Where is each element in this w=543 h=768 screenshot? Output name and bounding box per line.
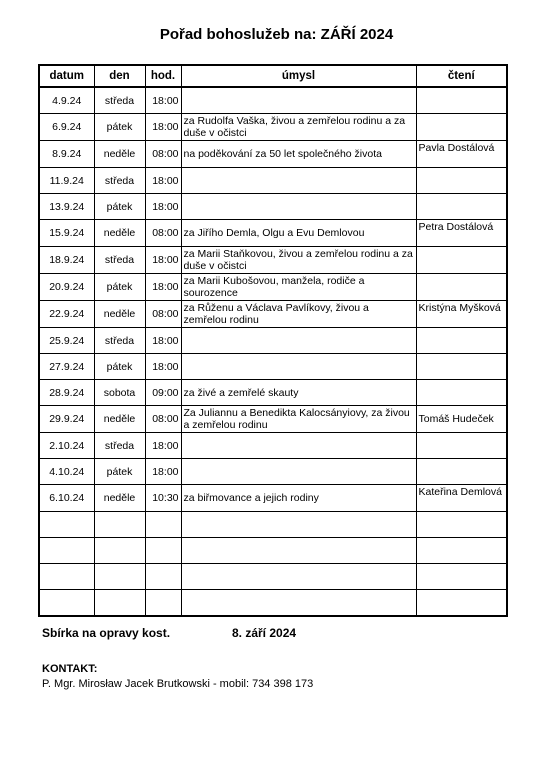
page-title: Pořad bohoslužeb na: ZÁŘÍ 2024 <box>159 26 394 43</box>
table-row <box>39 168 507 194</box>
cell-datum: 15.9.24 <box>39 220 94 247</box>
table-row <box>39 220 507 247</box>
table-row <box>39 512 507 538</box>
schedule-body <box>39 87 507 616</box>
table-row <box>39 247 507 274</box>
table-row <box>39 459 507 485</box>
cell-cteni <box>416 354 507 380</box>
cell-hod: 08:00 <box>145 301 181 328</box>
cell-datum: 6.10.24 <box>39 485 94 512</box>
cell-datum <box>39 512 94 538</box>
cell-hod: 18:00 <box>145 328 181 354</box>
table-row <box>39 590 507 617</box>
cell-umysl: Za Juliannu a Benedikta Kalocsányiovy, za živou a zemřelou rodinu <box>181 406 416 433</box>
cell-datum: 27.9.24 <box>39 354 94 380</box>
cell-datum: 11.9.24 <box>39 168 94 194</box>
cell-umysl <box>181 168 416 194</box>
cell-datum: 25.9.24 <box>39 328 94 354</box>
cell-umysl: za Jiřího Demla, Olgu a Evu Demlovou <box>181 220 416 247</box>
cell-den: pátek <box>94 459 145 485</box>
cell-cteni <box>416 274 507 301</box>
cell-datum: 13.9.24 <box>39 194 94 220</box>
cell-den <box>94 512 145 538</box>
cell-datum: 6.9.24 <box>39 114 94 141</box>
cell-cteni <box>416 459 507 485</box>
cell-hod: 18:00 <box>145 168 181 194</box>
cell-den: neděle <box>94 485 145 512</box>
cell-den: pátek <box>94 114 145 141</box>
cell-datum: 18.9.24 <box>39 247 94 274</box>
cell-hod: 18:00 <box>145 354 181 380</box>
cell-hod: 18:00 <box>145 114 181 141</box>
cell-hod: 18:00 <box>145 433 181 459</box>
cell-cteni <box>416 328 507 354</box>
schedule-table <box>38 64 508 617</box>
cell-cteni <box>416 168 507 194</box>
table-row <box>39 141 507 168</box>
cell-datum: 28.9.24 <box>39 380 94 406</box>
cell-den: pátek <box>94 194 145 220</box>
cell-den: pátek <box>94 354 145 380</box>
cell-cteni: Petra Dostálová <box>416 220 507 247</box>
cell-umysl <box>181 459 416 485</box>
cell-hod: 08:00 <box>145 406 181 433</box>
table-row <box>39 87 507 114</box>
cell-den: středa <box>94 168 145 194</box>
cell-den: středa <box>94 328 145 354</box>
cell-cteni <box>416 564 507 590</box>
contact-line: P. Mgr. Mirosław Jacek Brutkowski - mobil: 734 398 173 <box>42 678 314 690</box>
cell-hod: 18:00 <box>145 459 181 485</box>
cell-hod: 10:30 <box>145 485 181 512</box>
table-row <box>39 406 507 433</box>
cell-datum: 20.9.24 <box>39 274 94 301</box>
header-umysl: úmysl <box>181 65 416 87</box>
header-den: den <box>94 65 145 87</box>
contact-heading: KONTAKT: <box>42 663 98 675</box>
cell-hod <box>145 538 181 564</box>
cell-datum: 2.10.24 <box>39 433 94 459</box>
cell-umysl: za živé a zemřelé skauty <box>181 380 416 406</box>
cell-cteni <box>416 538 507 564</box>
cell-hod <box>145 590 181 617</box>
cell-datum: 4.10.24 <box>39 459 94 485</box>
cell-umysl: za Růženu a Václava Pavlíkovy, živou a zemřelou rodinu <box>181 301 416 328</box>
table-row <box>39 538 507 564</box>
table-row <box>39 194 507 220</box>
cell-den <box>94 590 145 617</box>
cell-datum: 8.9.24 <box>39 141 94 168</box>
cell-den <box>94 538 145 564</box>
cell-datum: 4.9.24 <box>39 87 94 114</box>
cell-den: neděle <box>94 406 145 433</box>
cell-hod: 18:00 <box>145 274 181 301</box>
cell-umysl: za Marii Kubošovou, manžela, rodiče a sourozence <box>181 274 416 301</box>
cell-datum <box>39 564 94 590</box>
cell-umysl: za biřmovance a jejich rodiny <box>181 485 416 512</box>
cell-den <box>94 564 145 590</box>
cell-cteni: Kateřina Demlová <box>416 485 507 512</box>
cell-cteni <box>416 512 507 538</box>
collection-label: Sbírka na opravy kost. <box>42 626 171 640</box>
cell-den: sobota <box>94 380 145 406</box>
cell-cteni <box>416 87 507 114</box>
collection-date: 8. září 2024 <box>232 626 297 640</box>
table-header-row <box>39 65 507 87</box>
cell-datum <box>39 590 94 617</box>
header-hod: hod. <box>145 65 181 87</box>
cell-hod: 18:00 <box>145 247 181 274</box>
cell-hod: 09:00 <box>145 380 181 406</box>
cell-hod: 18:00 <box>145 87 181 114</box>
cell-datum: 22.9.24 <box>39 301 94 328</box>
cell-cteni: Kristýna Myšková <box>416 301 507 328</box>
header-cteni: čtení <box>416 65 507 87</box>
table-row <box>39 433 507 459</box>
cell-hod: 08:00 <box>145 141 181 168</box>
cell-umysl: na poděkování za 50 let společného života <box>181 141 416 168</box>
cell-datum: 29.9.24 <box>39 406 94 433</box>
cell-den: pátek <box>94 274 145 301</box>
cell-den: neděle <box>94 141 145 168</box>
cell-umysl <box>181 328 416 354</box>
cell-den: středa <box>94 247 145 274</box>
cell-umysl <box>181 512 416 538</box>
cell-den: neděle <box>94 220 145 247</box>
table-row <box>39 354 507 380</box>
table-row <box>39 301 507 328</box>
header-datum: datum <box>39 65 94 87</box>
cell-cteni <box>416 433 507 459</box>
table-row <box>39 380 507 406</box>
table-row <box>39 328 507 354</box>
cell-umysl: za Marii Staňkovou, živou a zemřelou rodinu a za duše v očistci <box>181 247 416 274</box>
cell-umysl <box>181 590 416 617</box>
cell-umysl: za Rudolfa Vaška, živou a zemřelou rodinu a za duše v očistci <box>181 114 416 141</box>
cell-hod: 08:00 <box>145 220 181 247</box>
cell-umysl <box>181 538 416 564</box>
cell-umysl <box>181 354 416 380</box>
table-row <box>39 564 507 590</box>
cell-den: středa <box>94 433 145 459</box>
cell-den: neděle <box>94 301 145 328</box>
table-row <box>39 274 507 301</box>
cell-hod <box>145 564 181 590</box>
table-row <box>39 114 507 141</box>
cell-cteni <box>416 380 507 406</box>
cell-umysl <box>181 564 416 590</box>
cell-datum <box>39 538 94 564</box>
cell-umysl <box>181 194 416 220</box>
cell-umysl <box>181 87 416 114</box>
cell-cteni <box>416 590 507 617</box>
cell-hod <box>145 512 181 538</box>
cell-cteni <box>416 114 507 141</box>
cell-umysl <box>181 433 416 459</box>
cell-cteni: Tomáš Hudeček <box>416 406 507 433</box>
table-row <box>39 485 507 512</box>
cell-cteni <box>416 194 507 220</box>
cell-cteni: Pavla Dostálová <box>416 141 507 168</box>
cell-cteni <box>416 247 507 274</box>
cell-hod: 18:00 <box>145 194 181 220</box>
cell-den: středa <box>94 87 145 114</box>
